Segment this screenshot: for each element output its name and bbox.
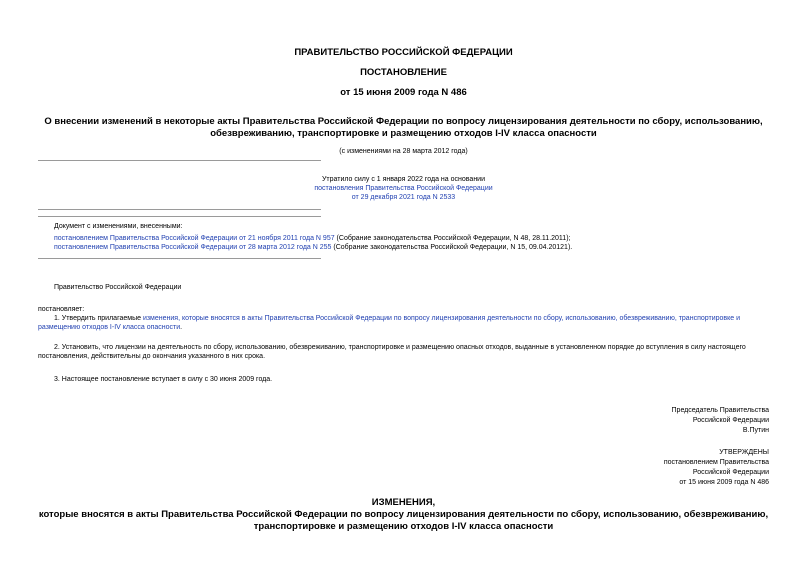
issuer: Правительство Российской Федерации — [54, 284, 182, 291]
approval-line-1: УТВЕРЖДЕНЫ — [719, 449, 769, 456]
paragraph-1-line-1: 1. Утвердить прилагаемые изменения, которые вносятся в акты Правительства Российской Федерации по вопросу лицензирования деятельности по сбору, использованию, обезвреживанию, транспортировке и — [54, 315, 740, 322]
paragraph-3: 3. Настоящее постановление вступает в силу с 30 июня 2009 года. — [54, 376, 273, 383]
divider — [38, 160, 321, 161]
amendment-item — [54, 234, 570, 243]
approval-line-2: постановлением Правительства — [663, 459, 769, 466]
document-title-line-2: обезвреживанию, транспортировке и размещению отходов I-IV класса опасности — [210, 128, 597, 139]
approval-line-4: от 15 июня 2009 года N 486 — [679, 479, 769, 486]
repeal-notice: Утратило силу с 1 января 2022 года на основании — [321, 176, 486, 183]
signature-title-1: Председатель Правительства — [671, 407, 769, 414]
changes-link[interactable]: изменения, которые вносятся в акты Правительства Российской Федерации по вопросу лицензирования деятельности по сбору, использованию, обезвреживанию, транспортировке и — [142, 315, 740, 322]
divider — [38, 209, 321, 210]
annex-title-line-1: которые вносятся в акты Правительства Российской Федерации по вопросу лицензирования деятельности по сбору, использованию, обезвреживанию, — [38, 509, 769, 520]
amendment-link[interactable]: постановлением Правительства Российской Федерации от 21 ноября 2011 года N 957 — [54, 235, 335, 242]
document-date-number: от 15 июня 2009 года N 486 — [340, 87, 467, 98]
document-title-line-1: О внесении изменений в некоторые акты Правительства Российской Федерации по вопросу лицензирования деятельности по сбору, использованию, — [44, 116, 763, 127]
approval-line-3: Российской Федерации — [692, 469, 769, 476]
document-type: ПОСТАНОВЛЕНИЕ — [360, 67, 447, 78]
amendments-heading: Документ с изменениями, внесенными: — [54, 223, 183, 230]
paragraph-2-line-2: постановления, действительны до окончания указанного в них срока. — [38, 353, 266, 360]
repeal-decree-link[interactable]: постановления Правительства Российской Федерации — [314, 185, 493, 192]
paragraph-2-line-1: 2. Установить, что лицензии на деятельность по сбору, использованию, обезвреживанию, транспортировке и размещению опасных отходов, выданные в установленном порядке до вступления в силу настоящего — [54, 344, 746, 351]
edition-note: (с изменениями на 28 марта 2012 года) — [339, 148, 468, 155]
annex-heading: ИЗМЕНЕНИЯ, — [371, 497, 436, 508]
amendment-source: (Собрание законодательства Российской Федерации, N 15, 09.04.20121). — [331, 244, 573, 251]
amendment-source: (Собрание законодательства Российской Федерации, N 48, 28.11.2011); — [334, 235, 571, 242]
annex-title-line-2: транспортировке и размещению отходов I-IV класса опасности — [253, 521, 554, 532]
changes-link-continued[interactable]: размещению отходов I-IV класса опасности — [38, 324, 181, 331]
signature-title-2: Российской Федерации — [692, 417, 769, 424]
repeal-decree-date-link[interactable]: от 29 декабря 2021 года N 2533 — [351, 194, 456, 201]
divider — [38, 216, 321, 217]
decrees-word: постановляет: — [38, 306, 85, 313]
amendment-item — [54, 243, 572, 252]
divider — [38, 258, 321, 259]
signature-name: В.Путин — [742, 427, 769, 434]
amendment-link[interactable]: постановлением Правительства Российской Федерации от 28 марта 2012 года N 255 — [54, 244, 332, 251]
document-authority: ПРАВИТЕЛЬСТВО РОССИЙСКОЙ ФЕДЕРАЦИИ — [294, 47, 513, 58]
paragraph-1-line-2: размещению отходов I-IV класса опасности. — [38, 324, 183, 331]
